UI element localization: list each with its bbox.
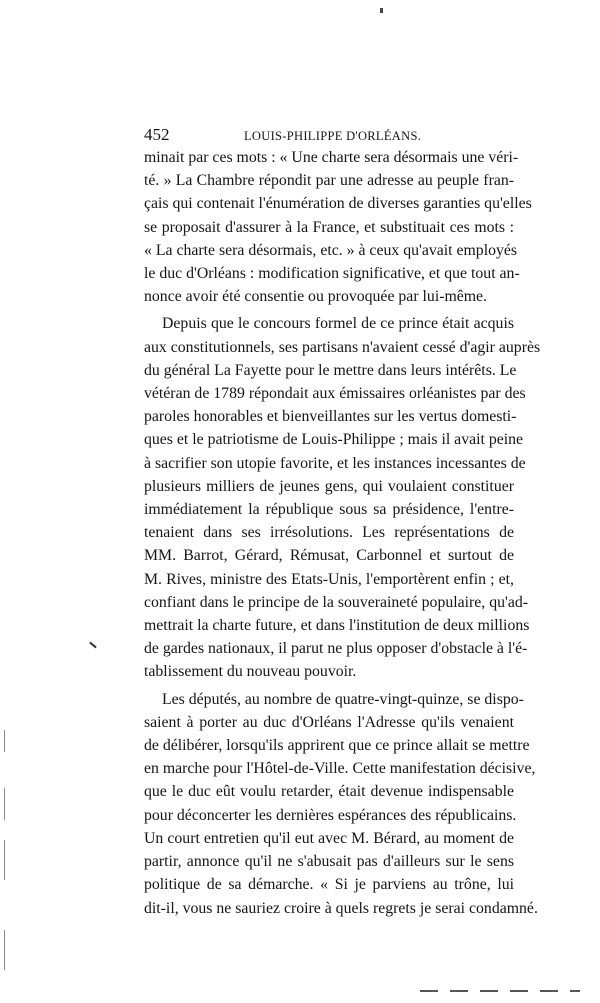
text-line: minait par ces mots : « Une charte sera désormais une véri-: [144, 149, 519, 166]
text-line: du général La Fayette pour le mettre dans leurs intérêts. Le: [144, 361, 517, 379]
text-line: « La charte sera désormais, etc. » à ceux qu'avait employés: [144, 241, 518, 259]
paragraph-2: [144, 312, 541, 683]
text-line: immédiatement la république sous sa présidence, l'entre-: [144, 501, 514, 519]
page-header: [144, 124, 508, 146]
text-line: le duc d'Orléans : modification significative, et que tout an-: [144, 265, 520, 283]
scan-margin-line: [4, 930, 5, 970]
text-line: aux constitutionnels, ses partisans n'avaient cessé d'agir auprès: [144, 338, 541, 356]
text-line: çais qui contenait l'énumération de diverses garanties qu'elles: [144, 195, 532, 213]
margin-mark: [89, 642, 96, 649]
text-line: Depuis que le concours formel de ce prince était acquis: [162, 315, 514, 333]
text-line: Un court entretien qu'il eut avec M. Bérard, au moment de: [144, 829, 514, 847]
scan-speck: [380, 8, 383, 13]
text-line: MM. Barrot, Gérard, Rémusat, Carbonnel et surtout de: [144, 547, 514, 565]
text-line: té. » La Chambre répondit par une adresse au peuple fran-: [144, 172, 514, 190]
text-line: dit-il, vous ne sauriez croire à quels regrets je serai condamné.: [144, 899, 538, 917]
body-text: [144, 146, 541, 920]
text-line: confiant dans le principe de la souveraineté populaire, qu'ad-: [144, 593, 529, 611]
text-line: paroles honorables et bienveillantes sur les vertus domesti-: [144, 408, 517, 426]
text-line: de gardes nationaux, il parut ne plus opposer d'obstacle à l'é-: [144, 640, 528, 658]
scan-margin-line: [4, 730, 5, 752]
text-line: pour déconcerter les dernières espérances des républicains.: [144, 806, 517, 824]
text-line: tenaient dans ses irrésolutions. Les représentations de: [144, 524, 514, 542]
text-line: ques et le patriotisme de Louis-Philippe ; mais il avait peine: [144, 431, 524, 449]
paragraph-1: [144, 146, 532, 308]
text-line: politique de sa démarche. « Si je parviens au trône, lui: [144, 876, 514, 894]
text-line: que le duc eût voulu retarder, était devenue indispensable: [144, 783, 514, 801]
text-line: en marche pour l'Hôtel-de-Ville. Cette manifestation décisive,: [144, 760, 536, 778]
paragraph-3: [144, 688, 538, 920]
text-line: nonce avoir été consentie ou provoquée par lui-même.: [144, 288, 488, 306]
text-line: saient à porter au duc d'Orléans l'Adresse qu'ils venaient: [144, 713, 514, 731]
text-line: plusieurs milliers de jeunes gens, qui voulaient constituer: [144, 477, 514, 495]
text-line: de délibérer, lorsqu'ils apprirent que ce prince allait se mettre: [144, 737, 530, 755]
text-line: à sacrifier son utopie favorite, et les instances incessantes de: [144, 454, 526, 472]
text-line: vétéran de 1789 répondait aux émissaires orléanistes par des: [144, 385, 526, 403]
text-line: se proposait d'assurer à la France, et substituait ces mots :: [144, 218, 514, 236]
text-line: mettrait la charte future, et dans l'institution de deux millions: [144, 617, 530, 635]
text-line: M. Rives, ministre des Etats-Unis, l'emportèrent enfin ; et,: [144, 570, 514, 588]
text-line: tablissement du nouveau pouvoir.: [144, 663, 357, 681]
scan-margin-line: [4, 788, 5, 820]
page-number: 452: [144, 125, 170, 144]
running-title: LOUIS-PHILIPPE D'ORLÉANS.: [244, 129, 422, 143]
text-line: partir, annonce qu'il ne s'abusait pas d'ailleurs sur le sens: [144, 853, 514, 871]
scan-margin-line: [4, 840, 5, 880]
scan-footer-marks: [420, 990, 580, 992]
text-line: Les députés, au nombre de quatre-vingt-quinze, se dispo-: [162, 690, 524, 708]
